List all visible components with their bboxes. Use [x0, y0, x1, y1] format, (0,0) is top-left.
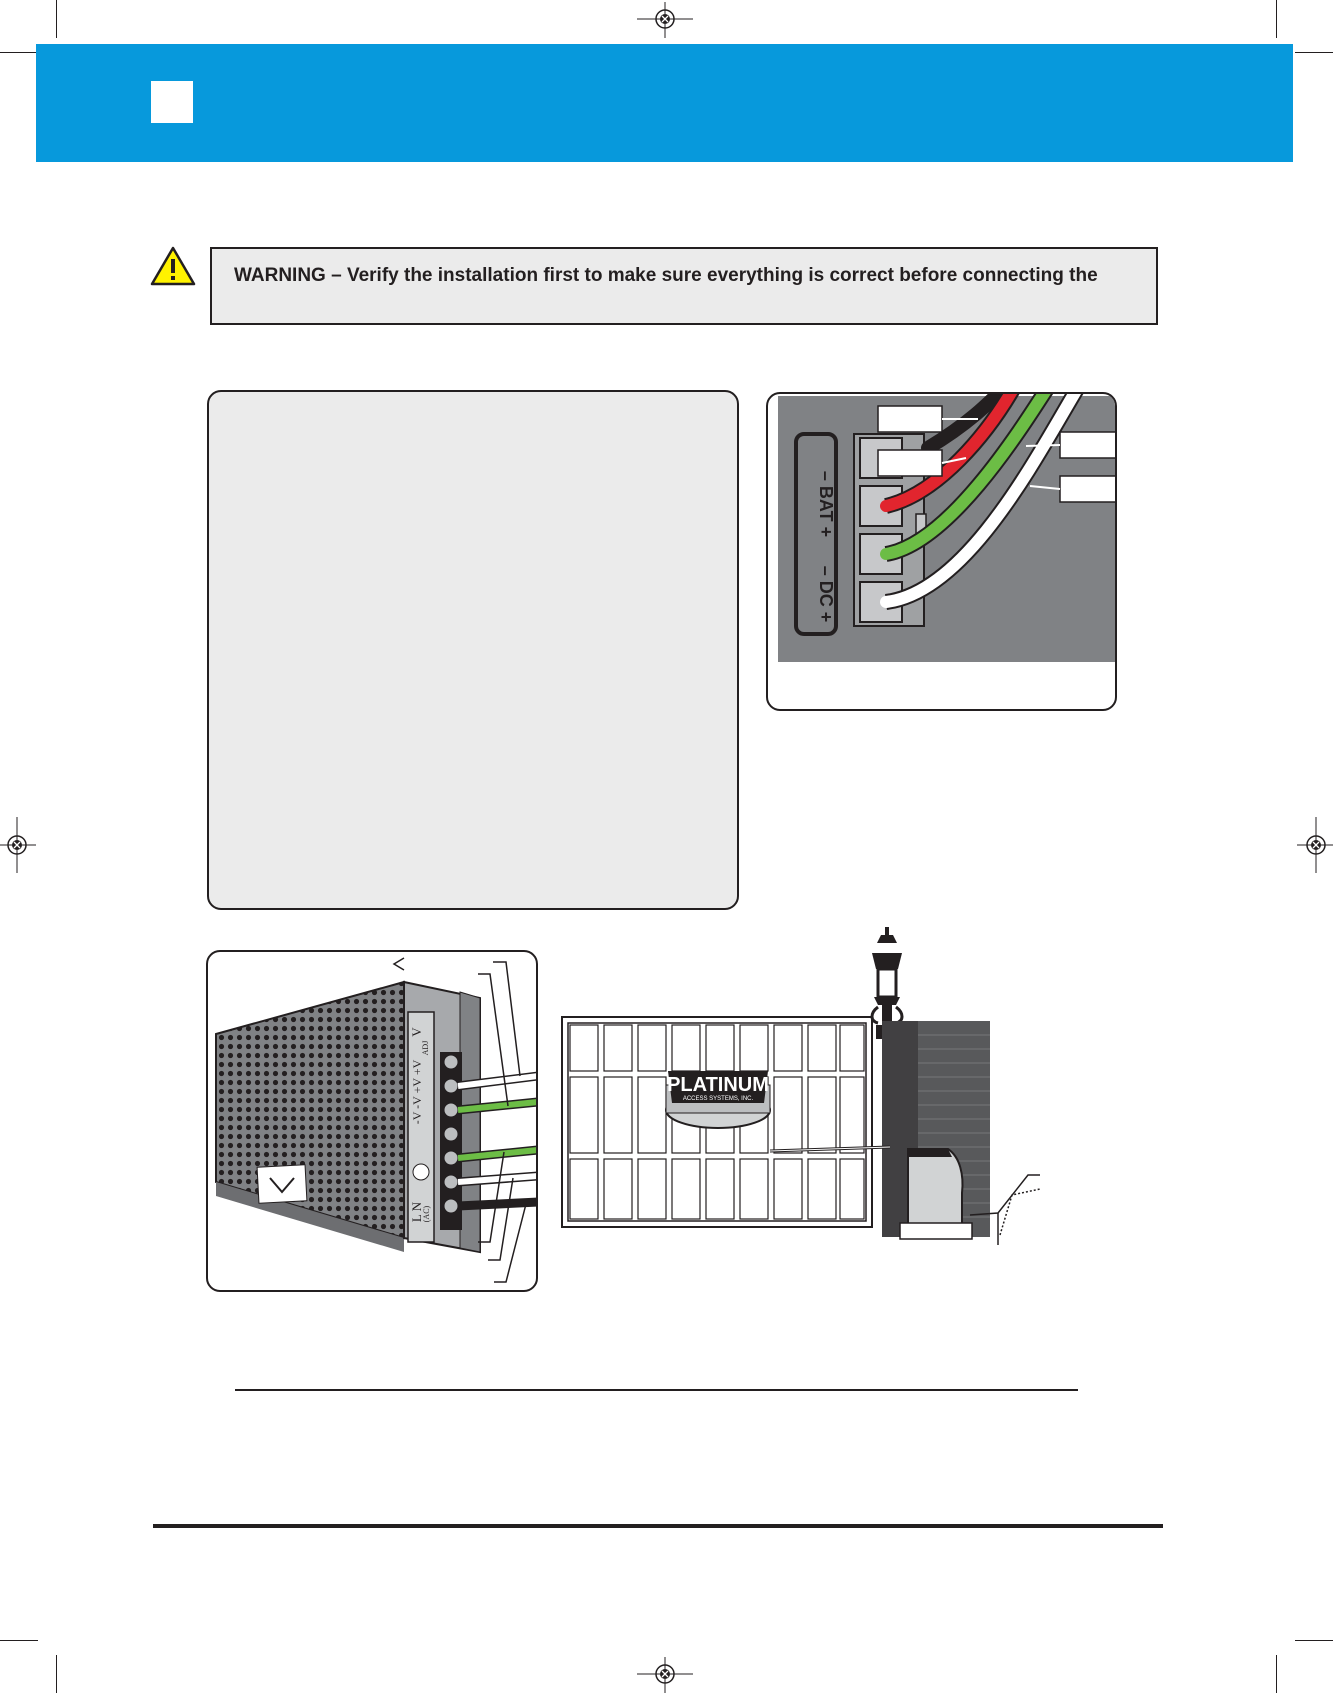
brand-logo-subtext: ACCESS SYSTEMS, INC.	[682, 1096, 754, 1102]
crop-mark	[1295, 1640, 1333, 1641]
psu-terminal-label: -V -V +V +V	[410, 1059, 424, 1125]
warning-box	[210, 247, 1158, 325]
section-number-box	[151, 81, 193, 123]
psu-terminal-sublabel: ADJ	[421, 1040, 430, 1056]
registration-mark-icon	[637, 2, 693, 38]
psu-terminal-label: L N	[409, 1201, 424, 1223]
warning-text: WARNING – Verify the installation first to make sure everything is correct before connecting the	[234, 265, 1098, 286]
crop-mark	[0, 1640, 38, 1641]
brand-logo-text: PLATINUM	[667, 1074, 769, 1096]
crop-mark	[56, 0, 57, 38]
footer-divider	[235, 1389, 1078, 1391]
power-supply-illustration	[206, 950, 538, 1292]
warning-triangle-icon	[150, 246, 196, 286]
dc-label: – DC +	[816, 565, 836, 623]
info-panel	[207, 390, 739, 910]
gate-installation-illustration	[560, 925, 1080, 1270]
footer-rule	[153, 1524, 1163, 1528]
psu-terminal-label: V	[409, 1027, 424, 1037]
crop-mark	[1276, 1655, 1277, 1693]
crop-mark	[56, 1655, 57, 1693]
crop-mark	[0, 52, 38, 53]
header-bar	[36, 44, 1293, 162]
registration-mark-icon	[1297, 817, 1333, 873]
registration-mark-icon	[0, 817, 36, 873]
psu-terminal-sublabel: (AC)	[422, 1205, 431, 1223]
bat-label: – BAT +	[816, 470, 836, 538]
registration-mark-icon	[637, 1657, 693, 1693]
crop-mark	[1295, 52, 1333, 53]
battery-connector-illustration	[766, 392, 1117, 711]
crop-mark	[1276, 0, 1277, 38]
